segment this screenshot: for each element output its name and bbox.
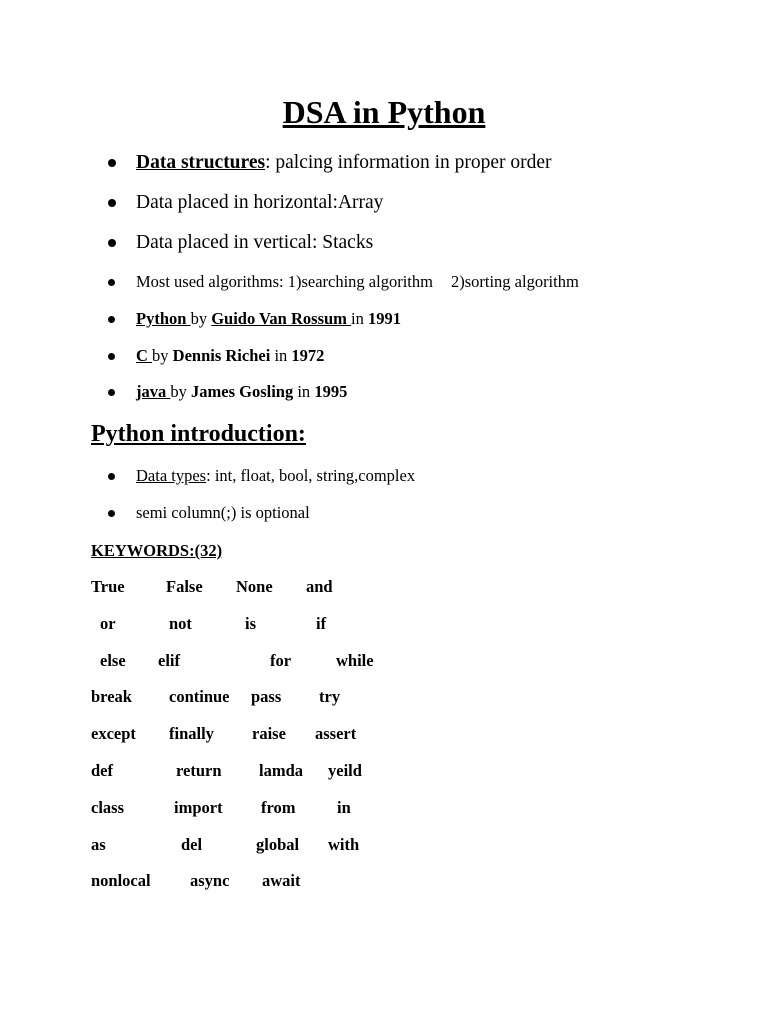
keyword-def: def: [91, 761, 113, 780]
keyword-if: if: [316, 613, 327, 633]
keyword-import: import: [174, 797, 223, 817]
keyword-not: not: [169, 613, 192, 633]
keyword-global: global: [256, 834, 300, 854]
keyword-false: False: [166, 577, 203, 596]
keyword-except: except: [91, 724, 136, 744]
keyword-from: from: [261, 797, 296, 817]
keyword-as: as: [91, 834, 106, 854]
bullet-text-run: semi column(;) is optional: [136, 503, 310, 522]
bullet-dot-icon: [108, 353, 115, 360]
keyword-else: else: [100, 650, 126, 670]
bullet-text-run: Python: [136, 309, 191, 328]
bullet-text-run: C: [136, 346, 153, 365]
keywords-heading: KEYWORDS:(32): [91, 541, 223, 560]
keyword-elif: elif: [158, 650, 180, 670]
keyword-is: is: [245, 613, 257, 633]
keyword-lamda: lamda: [259, 761, 304, 780]
bullet-text-run: Guido Van Rossum: [211, 309, 352, 328]
bullet-dot-icon: [108, 159, 116, 167]
keyword-in: in: [337, 797, 351, 817]
bullet-text-run: : int, float, bool, string,complex: [206, 466, 416, 485]
bullet-dot-icon: [108, 279, 115, 286]
keyword-try: try: [319, 687, 341, 707]
bullet-text-run: 1991: [368, 309, 402, 328]
bullet-text: [136, 465, 415, 487]
bullet-text-run: Data placed in vertical: Stacks: [136, 232, 374, 253]
page-title: DSA in Python: [282, 94, 486, 130]
bullet-dot-icon: [108, 473, 115, 480]
keyword-true: True: [91, 577, 125, 596]
keyword-return: return: [176, 761, 222, 780]
keyword-continue: continue: [169, 687, 230, 707]
keyword-or: or: [100, 613, 116, 633]
bullet-text-run: Data types: [136, 466, 207, 485]
bullet-text-run: Dennis Richei: [172, 346, 271, 365]
keyword-del: del: [181, 834, 203, 854]
bullet-text: [136, 502, 310, 524]
bullet-text-run: Most used algorithms: 1)searching algorithm: [136, 272, 433, 291]
bullet-text-run: 1995: [314, 382, 348, 401]
keyword-await: await: [262, 871, 301, 891]
keyword-async: async: [190, 871, 230, 891]
keyword-for: for: [270, 650, 292, 670]
bullet-text-run: by: [190, 309, 212, 328]
bullet-text: [136, 191, 383, 215]
keyword-nonlocal: nonlocal: [91, 871, 151, 891]
bullet-text-run: : palcing information in proper order: [265, 152, 552, 173]
section-heading-python-introduction: Python introduction:: [91, 421, 306, 447]
bullet-dot-icon: [108, 510, 115, 517]
keyword-finally: finally: [169, 724, 214, 744]
keyword-and: and: [306, 577, 333, 596]
bullet-text: [136, 271, 579, 293]
bullet-text: [136, 345, 324, 367]
bullet-dot-icon: [108, 199, 116, 207]
keyword-none: None: [236, 577, 273, 596]
bullet-dot-icon: [108, 389, 115, 396]
keyword-break: break: [91, 687, 132, 707]
bullet-text-run: 2)sorting algorithm: [450, 272, 579, 291]
bullet-text-run: java: [136, 382, 171, 401]
bullet-text: [136, 381, 347, 403]
keyword-raise: raise: [252, 724, 286, 744]
bullet-text: [136, 151, 552, 175]
bullet-text-run: 1972: [291, 346, 325, 365]
bullet-text-run: by: [152, 346, 173, 365]
bullet-text-run: Data placed in horizontal:Array: [136, 192, 384, 213]
keyword-yeild: yeild: [328, 761, 362, 780]
keyword-pass: pass: [251, 687, 282, 707]
bullet-text: [136, 231, 373, 255]
bullet-text-run: James Gosling: [191, 382, 294, 401]
bullet-text: [136, 308, 401, 330]
keyword-assert: assert: [315, 724, 357, 744]
bullet-text-run: in: [351, 309, 369, 328]
bullet-dot-icon: [108, 316, 115, 323]
keyword-with: with: [328, 834, 360, 854]
bullet-dot-icon: [108, 239, 116, 247]
keyword-while: while: [336, 650, 374, 670]
bullet-text-run: by: [170, 382, 191, 401]
bullet-text-run: in: [293, 382, 315, 401]
bullet-text-run: in: [270, 346, 292, 365]
keyword-class: class: [91, 797, 124, 817]
bullet-text-run: Data structures: [136, 152, 266, 173]
